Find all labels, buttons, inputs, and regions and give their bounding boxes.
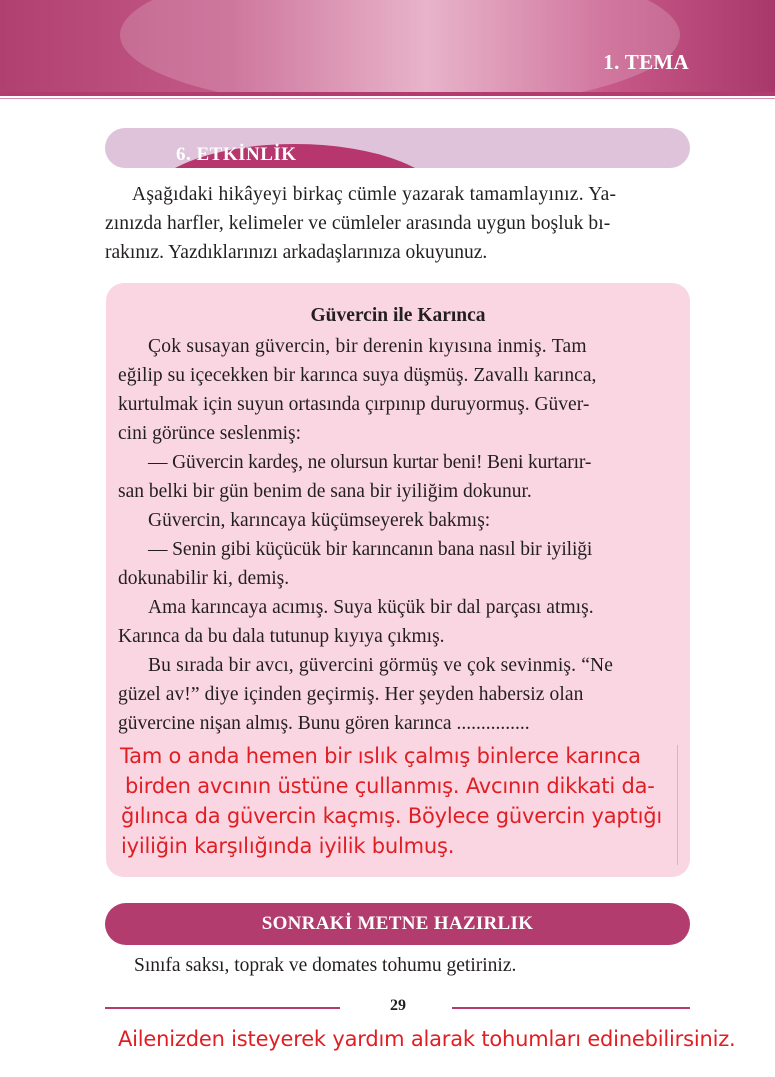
instruction-line: Aşağıdaki hikâyeyi birkaç cümle yazarak tamamlayınız. Ya- <box>132 184 617 205</box>
instruction-line: zınızda harfler, kelimeler ve cümleler arasında uygun boşluk bı- <box>105 213 611 234</box>
page-header-banner <box>0 0 775 92</box>
footer-rule-right <box>452 1007 690 1009</box>
story-line: Bu sırada bir avcı, güvercini görmüş ve çok sevinmiş. “Ne <box>148 655 614 676</box>
story-line: Güvercin, karıncaya küçümseyerek bakmış: <box>148 510 491 531</box>
story-line: Çok susayan güvercin, bir derenin kıyısına inmiş. Tam <box>148 336 587 357</box>
story-line: güvercine nişan almış. Bunu gören karınca ............... <box>118 713 530 734</box>
story-line: güzel av!” diye içinden geçirmiş. Her şeyden habersiz olan <box>118 684 584 705</box>
story-line: kurtulmak için suyun ortasında çırpınıp duruyormuş. Güver- <box>118 394 590 415</box>
story-line: san belki bir gün benim de sana bir iyiliğim dokunur. <box>118 481 532 502</box>
writing-margin-line <box>677 745 678 865</box>
page-number: 29 <box>390 997 406 1014</box>
story-line: Karınca da bu dala tutunup kıyıya çıkmış. <box>118 626 445 647</box>
activity-title: 6. ETKİNLİK <box>176 144 297 165</box>
footer-rule-left <box>105 1007 340 1009</box>
footer-handwritten-note: Ailenizden isteyerek yardım alarak tohumları edinebilirsiniz. <box>118 1027 736 1051</box>
theme-label: 1. TEMA <box>603 50 689 74</box>
story-line: — Senin gibi küçücük bir karıncanın bana nasıl bir iyiliği <box>148 539 593 560</box>
next-section-text: Sınıfa saksı, toprak ve domates tohumu getiriniz. <box>134 955 517 976</box>
header-rule <box>0 92 775 96</box>
story-title: Güvercin ile Karınca <box>310 305 486 326</box>
handwritten-answer-line: birden avcının üstüne çullanmış. Avcının dikkati da- <box>125 774 655 798</box>
handwritten-answer-line: Tam o anda hemen bir ıslık çalmış binlerce karınca <box>120 744 641 768</box>
instruction-line: rakınız. Yazdıklarınızı arkadaşlarınıza okuyunuz. <box>105 242 488 263</box>
handwritten-answer-line: iyiliğin karşılığında iyilik bulmuş. <box>121 834 455 858</box>
story-line: dokunabilir ki, demiş. <box>118 568 290 589</box>
story-line: Ama karıncaya acımış. Suya küçük bir dal parçası atmış. <box>148 597 594 618</box>
handwritten-answer-line: ğılınca da güvercin kaçmış. Böylece güvercin yaptığı <box>121 804 662 828</box>
story-line: cini görünce seslenmiş: <box>118 423 302 444</box>
header-rule-thin <box>0 98 775 99</box>
story-line: eğilip su içecekken bir karınca suya düşmüş. Zavallı karınca, <box>118 365 597 386</box>
story-line: — Güvercin kardeş, ne olursun kurtar beni! Beni kurtarır- <box>148 452 592 473</box>
next-section-title: SONRAKİ METNE HAZIRLIK <box>261 913 534 934</box>
